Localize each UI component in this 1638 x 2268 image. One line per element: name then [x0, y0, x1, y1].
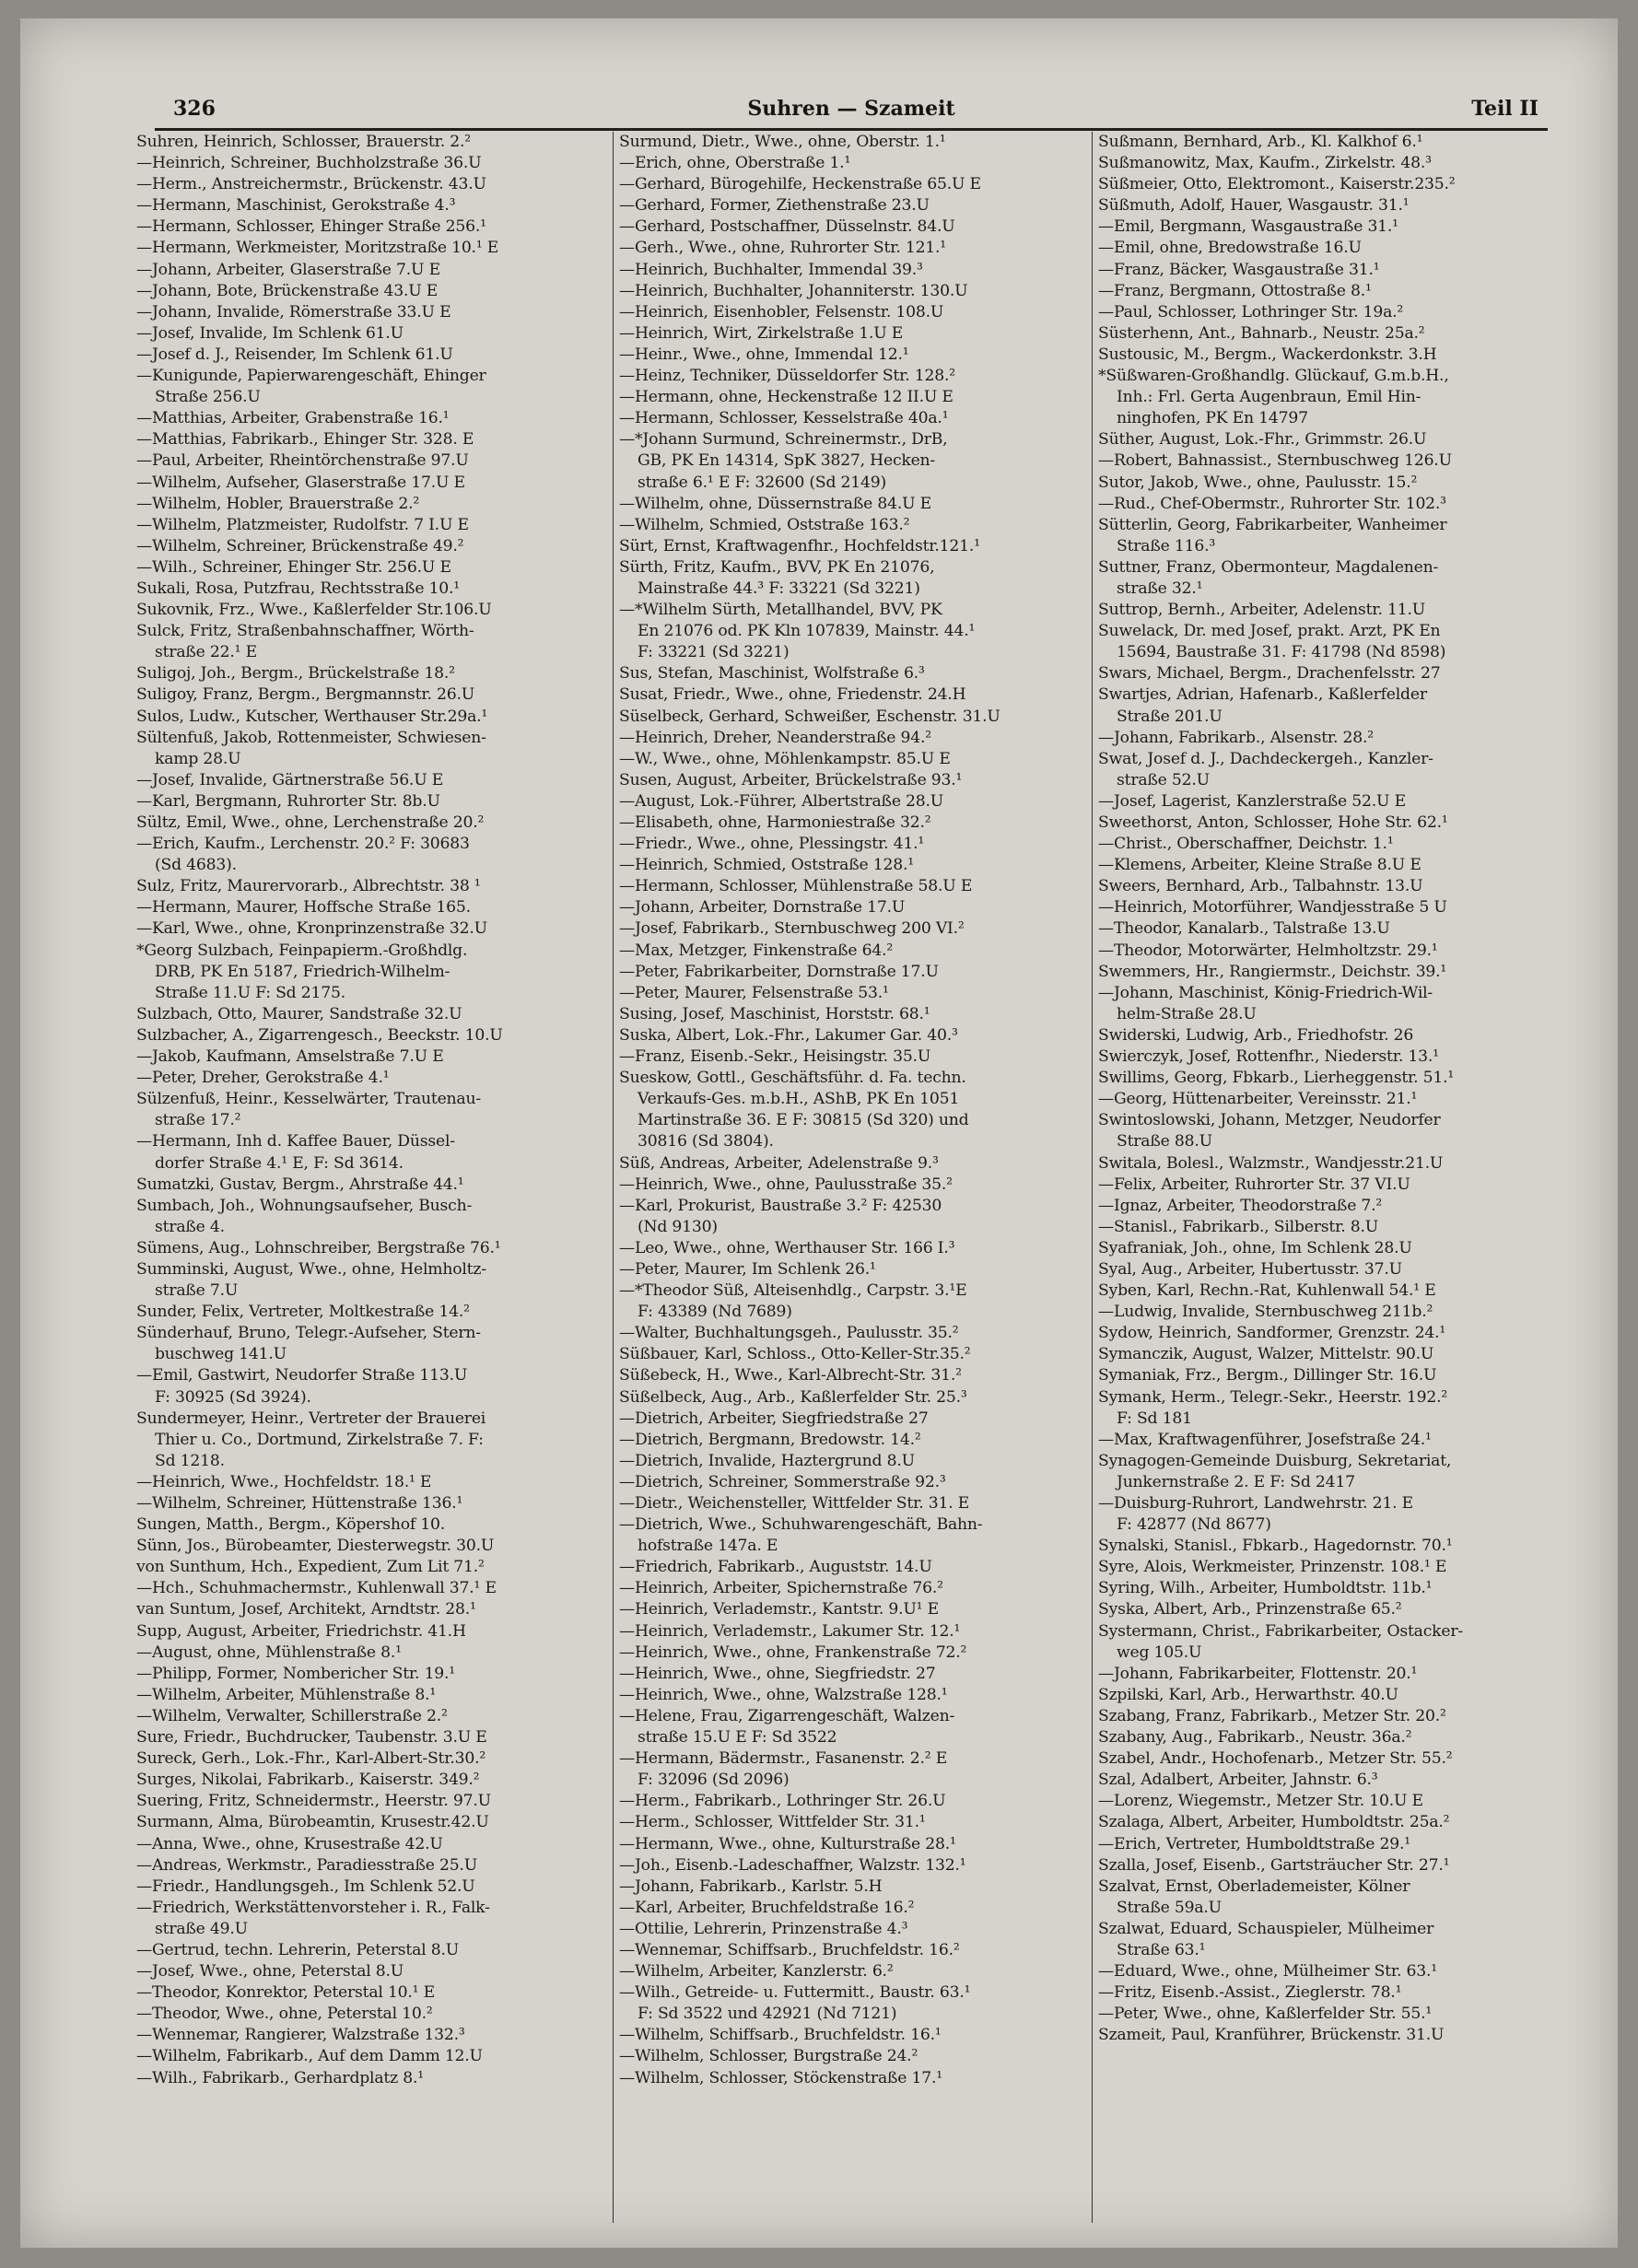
- directory-line: Szpilski, Karl, Arb., Herwarthstr. 40.U: [1098, 1685, 1398, 1704]
- directory-line: Suering, Fritz, Schneidermstr., Heerstr. 97.U: [136, 1792, 491, 1811]
- directory-line: Suligoj, Joh., Bergm., Brückelstraße 18.²: [136, 664, 455, 684]
- directory-line: —Paul, Schlosser, Lothringer Str. 19a.²: [1098, 302, 1404, 321]
- directory-line: —Karl, Prokurist, Baustraße 3.² F: 42530: [619, 1196, 942, 1215]
- directory-line: Sunder, Felix, Vertreter, Moltkestraße 14.²: [136, 1303, 470, 1322]
- directory-line: Sweers, Bernhard, Arb., Talbahnstr. 13.U: [1098, 877, 1423, 896]
- directory-line: GB, PK En 14314, SpK 3827, Hecken-: [638, 451, 936, 471]
- directory-line: Sütterlin, Georg, Fabrikarbeiter, Wanheimer: [1098, 515, 1447, 534]
- directory-line: —Erich, Vertreter, Humboldtstraße 29.¹: [1098, 1834, 1410, 1853]
- directory-line: Süßebeck, H., Wwe., Karl-Albrecht-Str. 31.²: [619, 1366, 962, 1385]
- directory-line: —Duisburg-Ruhrort, Landwehrstr. 21. E: [1098, 1494, 1413, 1513]
- directory-line: —Eduard, Wwe., ohne, Mülheimer Str. 63.¹: [1098, 1962, 1437, 1982]
- directory-line: straße 15.U E F: Sd 3522: [638, 1728, 837, 1748]
- directory-line: Süßmeier, Otto, Elektromont., Kaiserstr.235.²: [1098, 175, 1456, 194]
- directory-line: —Dietrich, Schreiner, Sommerstraße 92.³: [619, 1472, 946, 1491]
- directory-line: Verkaufs-Ges. m.b.H., AShB, PK En 1051: [638, 1090, 960, 1109]
- directory-line: Surmann, Alma, Bürobeamtin, Krusestr.42.U: [136, 1813, 489, 1832]
- directory-line: Swierczyk, Josef, Rottenfhr., Niederstr. 13.¹: [1098, 1047, 1439, 1067]
- directory-line: —Peter, Fabrikarbeiter, Dornstraße 17.U: [619, 962, 939, 981]
- directory-line: —Josef, Invalide, Im Schlenk 61.U: [136, 323, 404, 343]
- directory-line: —Heinrich, Buchhalter, Immendal 39.³: [619, 260, 923, 279]
- directory-line: —Ottilie, Lehrerin, Prinzenstraße 4.³: [619, 1919, 908, 1938]
- directory-line: —Jakob, Kaufmann, Amselstraße 7.U E: [136, 1047, 444, 1067]
- directory-line: —Leo, Wwe., ohne, Werthauser Str. 166 I.³: [619, 1238, 955, 1257]
- directory-line: Szabany, Aug., Fabrikarb., Neustr. 36a.²: [1098, 1728, 1412, 1748]
- directory-line: —Wennemar, Schiffsarb., Bruchfeldstr. 16.²: [619, 1940, 960, 1959]
- directory-line: straße 7.U: [155, 1281, 239, 1301]
- directory-line: —Dietrich, Invalide, Haztergrund 8.U: [619, 1451, 915, 1470]
- directory-line: F: 33221 (Sd 3221): [638, 643, 790, 662]
- directory-line: Sulzbacher, A., Zigarrengesch., Beeckstr. 10.U: [136, 1025, 503, 1045]
- name-range: Suhren — Szameit: [747, 97, 955, 121]
- directory-line: —Karl, Bergmann, Ruhrorter Str. 8b.U: [136, 791, 440, 811]
- directory-line: Sülzenfuß, Heinr., Kesselwärter, Trautenau-: [136, 1090, 481, 1109]
- directory-line: Sulck, Fritz, Straßenbahnschaffner, Wörth-: [136, 622, 474, 641]
- directory-line: 15694, Baustraße 31. F: 41798 (Nd 8598): [1117, 643, 1446, 662]
- directory-line: Suwelack, Dr. med Josef, prakt. Arzt, PK En: [1098, 622, 1441, 641]
- directory-line: F: 32096 (Sd 2096): [638, 1771, 790, 1790]
- directory-line: —Erich, Kaufm., Lerchenstr. 20.² F: 30683: [136, 835, 470, 854]
- directory-line: Sungen, Matth., Bergm., Köpershof 10.: [136, 1515, 446, 1535]
- directory-line: Susing, Josef, Maschinist, Horststr. 68.¹: [619, 1004, 930, 1023]
- directory-line: Straße 88.U: [1117, 1132, 1212, 1152]
- directory-line: —Heinrich, Wwe., ohne, Walzstraße 128.¹: [619, 1685, 948, 1704]
- directory-line: —Wilhelm, Schlosser, Burgstraße 24.²: [619, 2047, 918, 2066]
- directory-line: —Heinrich, Verlademstr., Kantstr. 9.U¹ E: [619, 1600, 939, 1619]
- directory-line: Süßmuth, Adolf, Hauer, Wasgaustr. 31.¹: [1098, 196, 1410, 216]
- directory-line: —Johann, Arbeiter, Dornstraße 17.U: [619, 898, 906, 918]
- directory-line: —Johann, Maschinist, König-Friedrich-Wil-: [1098, 983, 1433, 1002]
- directory-line: Straße 59a.U: [1117, 1898, 1222, 1917]
- directory-line: Syben, Karl, Rechn.-Rat, Kuhlenwall 54.¹ E: [1098, 1281, 1436, 1301]
- directory-line: —Kunigunde, Papierwarengeschäft, Ehinger: [136, 367, 486, 386]
- directory-line: —Hermann, ohne, Heckenstraße 12 II.U E: [619, 388, 954, 407]
- directory-line: Sus, Stefan, Maschinist, Wolfstraße 6.³: [619, 664, 925, 684]
- directory-line: —Heinrich, Arbeiter, Spichernstraße 76.²: [619, 1579, 943, 1598]
- directory-line: —Theodor, Konrektor, Peterstal 10.¹ E: [136, 1983, 435, 2003]
- directory-line: Swartjes, Adrian, Hafenarb., Kaßlerfelder: [1098, 685, 1427, 705]
- directory-line: Susat, Friedr., Wwe., ohne, Friedenstr. 24.H: [619, 685, 966, 705]
- directory-line: —Ignaz, Arbeiter, Theodorstraße 7.²: [1098, 1196, 1383, 1215]
- column-3: [1092, 132, 1563, 2223]
- directory-line: —Theodor, Motorwärter, Helmholtzstr. 29.¹: [1098, 941, 1438, 960]
- directory-line: —Anna, Wwe., ohne, Krusestraße 42.U: [136, 1834, 443, 1853]
- directory-line: —Wilhelm, ohne, Düssernstraße 84.U E: [619, 494, 931, 513]
- directory-line: —Theodor, Kanalarb., Talstraße 13.U: [1098, 919, 1390, 939]
- directory-line: Szalaga, Albert, Arbeiter, Humboldtstr. 25a.²: [1098, 1813, 1450, 1832]
- page-header: [155, 97, 1548, 131]
- directory-line: —Wilhelm, Verwalter, Schillerstraße 2.²: [136, 1706, 448, 1725]
- directory-line: —Wilhelm, Schlosser, Stöckenstraße 17.¹: [619, 2068, 942, 2087]
- directory-line: Szalvat, Ernst, Oberlademeister, Kölner: [1098, 1876, 1410, 1896]
- directory-line: F: Sd 3522 und 42921 (Nd 7121): [638, 2005, 897, 2024]
- directory-line: Straße 63.¹: [1117, 1940, 1206, 1959]
- directory-line: —Lorenz, Wiegemstr., Metzer Str. 10.U E: [1098, 1792, 1423, 1811]
- directory-line: —W., Wwe., ohne, Möhlenkampstr. 85.U E: [619, 749, 951, 768]
- directory-line: —Johann, Fabrikarb., Alsenstr. 28.²: [1098, 728, 1374, 747]
- directory-line: —Gerh., Wwe., ohne, Ruhrorter Str. 121.¹: [619, 239, 947, 258]
- directory-line: —Hermann, Schlosser, Kesselstraße 40a.¹: [619, 409, 949, 428]
- directory-line: Sutor, Jakob, Wwe., ohne, Paulusstr. 15.²: [1098, 473, 1418, 492]
- directory-line: Sumbach, Joh., Wohnungsaufseher, Busch-: [136, 1196, 473, 1215]
- directory-line: —Dietrich, Bergmann, Bredowstr. 14.²: [619, 1430, 921, 1449]
- directory-line: Sure, Friedr., Buchdrucker, Taubenstr. 3.U E: [136, 1728, 487, 1748]
- directory-line: weg 105.U: [1117, 1643, 1202, 1662]
- directory-line: Syring, Wilh., Arbeiter, Humboldtstr. 11b.¹: [1098, 1579, 1433, 1598]
- directory-line: Süßelbeck, Aug., Arb., Kaßlerfelder Str. 25.³: [619, 1387, 967, 1407]
- directory-line: —Heinrich, Wwe., ohne, Paulusstraße 35.²: [619, 1175, 953, 1194]
- directory-line: Surmund, Dietr., Wwe., ohne, Oberstr. 1.¹: [619, 133, 946, 151]
- directory-line: —Paul, Arbeiter, Rheintörchenstraße 97.U: [136, 451, 469, 471]
- directory-line: —Georg, Hüttenarbeiter, Vereinsstr. 21.¹: [1098, 1090, 1418, 1109]
- page-number: 326: [173, 97, 216, 121]
- directory-line: —Wilhelm, Schmied, Oststraße 163.²: [619, 515, 910, 534]
- directory-line: Sümens, Aug., Lohnschreiber, Bergstraße 76.¹: [136, 1238, 501, 1257]
- directory-line: —*Theodor Süß, Alteisenhdlg., Carpstr. 3.¹E: [619, 1281, 967, 1301]
- directory-line: F: Sd 181: [1117, 1409, 1192, 1428]
- directory-line: —Heinrich, Wirt, Zirkelstraße 1.U E: [619, 323, 904, 343]
- directory-line: dorfer Straße 4.¹ E, F: Sd 3614.: [155, 1153, 404, 1173]
- directory-line: —Friedrich, Werkstättenvorsteher i. R., Falk-: [136, 1898, 490, 1917]
- directory-line: —Stanisl., Fabrikarb., Silberstr. 8.U: [1098, 1217, 1379, 1236]
- directory-line: —Franz, Bergmann, Ottostraße 8.¹: [1098, 281, 1372, 300]
- directory-line: —*Johann Surmund, Schreinermstr., DrB,: [619, 430, 948, 450]
- directory-line: —Wilhelm, Arbeiter, Mühlenstraße 8.¹: [136, 1685, 437, 1704]
- directory-line: —Johann, Fabrikarb., Karlstr. 5.H: [619, 1876, 883, 1896]
- directory-line: Swat, Josef d. J., Dachdeckergeh., Kanzler-: [1098, 749, 1433, 768]
- directory-line: —Josef, Fabrikarb., Sternbuschweg 200 VI.²: [619, 919, 965, 939]
- directory-line: Suhren, Heinrich, Schlosser, Brauerstr. 2.²: [136, 133, 471, 151]
- directory-line: —Josef, Invalide, Gärtnerstraße 56.U E: [136, 770, 444, 789]
- directory-line: —Herm., Fabrikarb., Lothringer Str. 26.U: [619, 1792, 946, 1811]
- directory-line: Straße 256.U: [155, 388, 261, 407]
- directory-line: Martinstraße 36. E F: 30815 (Sd 320) und: [638, 1111, 969, 1130]
- directory-line: Swemmers, Hr., Rangiermstr., Deichstr. 39.¹: [1098, 962, 1447, 981]
- directory-line: Surges, Nikolai, Fabrikarb., Kaiserstr. 349.²: [136, 1771, 480, 1790]
- directory-line: —Johann, Fabrikarbeiter, Flottenstr. 20.¹: [1098, 1664, 1418, 1683]
- directory-line: —Klemens, Arbeiter, Kleine Straße 8.U E: [1098, 856, 1422, 875]
- directory-line: ninghofen, PK En 14797: [1117, 409, 1308, 428]
- directory-line: Szabang, Franz, Fabrikarb., Metzer Str. 20.²: [1098, 1706, 1446, 1725]
- directory-line: —Hermann, Wwe., ohne, Kulturstraße 28.¹: [619, 1834, 956, 1853]
- directory-line: Sd 1218.: [155, 1451, 225, 1470]
- directory-line: Inh.: Frl. Gerta Augenbraun, Emil Hin-: [1117, 388, 1422, 407]
- directory-line: —Heinrich, Schreiner, Buchholzstraße 36.U: [136, 154, 482, 173]
- directory-line: Sültenfuß, Jakob, Rottenmeister, Schwiesen-: [136, 728, 486, 747]
- directory-line: Thier u. Co., Dortmund, Zirkelstraße 7. F:: [155, 1430, 484, 1449]
- directory-line: Szalla, Josef, Eisenb., Gartsträucher Str. 27.¹: [1098, 1855, 1450, 1875]
- directory-line: —August, ohne, Mühlenstraße 8.¹: [136, 1643, 402, 1662]
- directory-line: Syal, Aug., Arbeiter, Hubertusstr. 37.U: [1098, 1259, 1402, 1279]
- directory-line: F: 30925 (Sd 3924).: [155, 1387, 311, 1407]
- directory-line: —Andreas, Werkmstr., Paradiesstraße 25.U: [136, 1855, 477, 1875]
- directory-line: —*Wilhelm Sürth, Metallhandel, BVV, PK: [619, 601, 942, 620]
- directory-line: —Philipp, Former, Nombericher Str. 19.¹: [136, 1664, 455, 1683]
- directory-line: —Max, Metzger, Finkenstraße 64.²: [619, 941, 894, 960]
- directory-line: —Friedr., Wwe., ohne, Plessingstr. 41.¹: [619, 835, 925, 854]
- directory-line: —Matthias, Arbeiter, Grabenstraße 16.¹: [136, 409, 450, 428]
- directory-line: —Heinrich, Wwe., ohne, Siegfriedstr. 27: [619, 1664, 936, 1683]
- directory-line: Sulzbach, Otto, Maurer, Sandstraße 32.U: [136, 1004, 462, 1023]
- directory-line: —Peter, Wwe., ohne, Kaßlerfelder Str. 55.¹: [1098, 2005, 1433, 2024]
- directory-line: —Josef, Wwe., ohne, Peterstal 8.U: [136, 1962, 404, 1982]
- directory-line: En 21076 od. PK Kln 107839, Mainstr. 44.¹: [638, 622, 976, 641]
- directory-line: *Süßwaren-Großhandlg. Glückauf, G.m.b.H.,: [1098, 367, 1449, 386]
- directory-line: —Gerhard, Bürogehilfe, Heckenstraße 65.U E: [619, 175, 981, 194]
- directory-line: —Gerhard, Postschaffner, Düsselnstr. 84.U: [619, 217, 955, 237]
- directory-line: Straße 116.³: [1117, 536, 1216, 555]
- directory-line: hofstraße 147a. E: [638, 1537, 778, 1556]
- directory-line: Szalwat, Eduard, Schauspieler, Mülheimer: [1098, 1919, 1434, 1938]
- directory-line: —Heinrich, Buchhalter, Johanniterstr. 130.U: [619, 281, 968, 300]
- directory-line: straße 52.U: [1117, 770, 1210, 789]
- directory-line: Summinski, August, Wwe., ohne, Helmholtz-: [136, 1259, 486, 1279]
- directory-line: Sundermeyer, Heinr., Vertreter der Brauerei: [136, 1409, 486, 1428]
- directory-line: helm-Straße 28.U: [1117, 1004, 1257, 1023]
- directory-line: Sültz, Emil, Wwe., ohne, Lerchenstraße 20.²: [136, 813, 485, 832]
- directory-line: —Hermann, Werkmeister, Moritzstraße 10.¹ E: [136, 239, 499, 258]
- directory-line: straße 32.¹: [1117, 579, 1203, 598]
- directory-line: —Heinrich, Wwe., Hochfeldstr. 18.¹ E: [136, 1472, 432, 1491]
- directory-line: kamp 28.U: [155, 749, 241, 768]
- directory-line: Sumatzki, Gustav, Bergm., Ahrstraße 44.¹: [136, 1175, 464, 1194]
- directory-line: Syre, Alois, Werkmeister, Prinzenstr. 108.¹ E: [1098, 1558, 1447, 1577]
- directory-line: 30816 (Sd 3804).: [638, 1132, 774, 1152]
- directory-line: —August, Lok.-Führer, Albertstraße 28.U: [619, 791, 944, 811]
- directory-line: Suttrop, Bernh., Arbeiter, Adelenstr. 11.U: [1098, 601, 1426, 620]
- directory-line: Symank, Herm., Telegr.-Sekr., Heerstr. 192.²: [1098, 1387, 1448, 1407]
- directory-line: Suligoy, Franz, Bergm., Bergmannstr. 26.U: [136, 685, 474, 705]
- directory-line: F: 42877 (Nd 8677): [1117, 1515, 1271, 1535]
- directory-line: —Herm., Schlosser, Wittfelder Str. 31.¹: [619, 1813, 926, 1832]
- directory-line: straße 6.¹ E F: 32600 (Sd 2149): [638, 473, 886, 492]
- directory-line: Süsterhenn, Ant., Bahnarb., Neustr. 25a.²: [1098, 323, 1425, 343]
- column-2: [613, 132, 1092, 2223]
- directory-line: Swintoslowski, Johann, Metzger, Neudorfer: [1098, 1111, 1441, 1130]
- directory-line: Switala, Bolesl., Walzmstr., Wandjesstr.21.U: [1098, 1153, 1444, 1173]
- directory-line: van Suntum, Josef, Architekt, Arndtstr. 28.¹: [136, 1600, 476, 1619]
- directory-line: —Hermann, Bädermstr., Fasanenstr. 2.² E: [619, 1749, 948, 1769]
- directory-line: —Franz, Eisenb.-Sekr., Heisingstr. 35.U: [619, 1047, 931, 1067]
- directory-line: —Wilh., Schreiner, Ehinger Str. 256.U E: [136, 557, 451, 577]
- directory-line: —Helene, Frau, Zigarrengeschäft, Walzen-: [619, 1706, 955, 1725]
- directory-line: —Heinz, Techniker, Düsseldorfer Str. 128.²: [619, 367, 955, 386]
- directory-line: Sureck, Gerh., Lok.-Fhr., Karl-Albert-Str.30.²: [136, 1749, 486, 1769]
- directory-line: —Theodor, Wwe., ohne, Peterstal 10.²: [136, 2005, 433, 2024]
- directory-line: —Walter, Buchhaltungsgeh., Paulusstr. 35.²: [619, 1324, 959, 1343]
- directory-line: Sulz, Fritz, Maurervorarb., Albrechtstr. 38 ¹: [136, 877, 481, 896]
- directory-line: —Johann, Bote, Brückenstraße 43.U E: [136, 281, 439, 300]
- directory-line: Synalski, Stanisl., Fbkarb., Hagedornstr. 70.¹: [1098, 1537, 1453, 1556]
- directory-line: —Karl, Arbeiter, Bruchfeldstraße 16.²: [619, 1898, 915, 1917]
- directory-line: —Wilhelm, Arbeiter, Kanzlerstr. 6.²: [619, 1962, 894, 1982]
- directory-line: Sulos, Ludw., Kutscher, Werthauser Str.29a.¹: [136, 707, 488, 726]
- directory-line: —Elisabeth, ohne, Harmoniestraße 32.²: [619, 813, 931, 832]
- directory-line: —Karl, Wwe., ohne, Kronprinzenstraße 32.U: [136, 919, 487, 939]
- directory-line: —Hch., Schuhmachermstr., Kuhlenwall 37.¹ E: [136, 1579, 497, 1598]
- directory-line: Mainstraße 44.³ F: 33221 (Sd 3221): [638, 579, 920, 598]
- directory-line: —Hermann, Maurer, Hoffsche Straße 165.: [136, 898, 471, 918]
- directory-line: Sünn, Jos., Bürobeamter, Diesterwegstr. 30.U: [136, 1537, 495, 1556]
- directory-line: Syafraniak, Joh., ohne, Im Schlenk 28.U: [1098, 1238, 1412, 1257]
- directory-line: —Gertrud, techn. Lehrerin, Peterstal 8.U: [136, 1940, 460, 1959]
- directory-line: —Wilhelm, Schreiner, Brückenstraße 49.²: [136, 536, 464, 555]
- directory-line: —Herm., Anstreichermstr., Brückenstr. 43.U: [136, 175, 486, 194]
- directory-line: Szameit, Paul, Kranführer, Brückenstr. 31.U: [1098, 2026, 1445, 2045]
- directory-line: (Sd 4683).: [155, 856, 237, 875]
- directory-line: Sweethorst, Anton, Schlosser, Hohe Str. 62.¹: [1098, 813, 1448, 832]
- directory-line: —Robert, Bahnassist., Sternbuschweg 126.U: [1098, 451, 1452, 471]
- directory-line: —Erich, ohne, Oberstraße 1.¹: [619, 154, 851, 173]
- directory-line: —Joh., Eisenb.-Ladeschaffner, Walzstr. 132.¹: [619, 1855, 966, 1875]
- directory-line: —Peter, Dreher, Gerokstraße 4.¹: [136, 1069, 390, 1088]
- directory-line: —Max, Kraftwagenführer, Josefstraße 24.¹: [1098, 1430, 1432, 1449]
- directory-line: —Johann, Arbeiter, Glaserstraße 7.U E: [136, 260, 440, 279]
- directory-line: —Heinrich, Wwe., ohne, Frankenstraße 72.²: [619, 1643, 967, 1662]
- directory-line: —Matthias, Fabrikarb., Ehinger Str. 328. E: [136, 430, 474, 450]
- directory-line: —Hermann, Schlosser, Ehinger Straße 256.¹: [136, 217, 486, 237]
- directory-line: Sußmann, Bernhard, Arb., Kl. Kalkhof 6.¹: [1098, 133, 1423, 151]
- directory-line: —Peter, Maurer, Im Schlenk 26.¹: [619, 1259, 876, 1279]
- directory-line: Sustousic, M., Bergm., Wackerdonkstr. 3.H: [1098, 345, 1437, 364]
- directory-line: —Hermann, Schlosser, Mühlenstraße 58.U E: [619, 877, 973, 896]
- directory-line: Junkernstraße 2. E F: Sd 2417: [1117, 1472, 1355, 1491]
- directory-line: Synagogen-Gemeinde Duisburg, Sekretariat,: [1098, 1451, 1452, 1470]
- directory-line: von Sunthum, Hch., Expedient, Zum Lit 71.²: [136, 1558, 485, 1577]
- part-label: Teil II: [1471, 97, 1539, 121]
- directory-line: Syska, Albert, Arb., Prinzenstraße 65.²: [1098, 1600, 1402, 1619]
- directory-line: —Heinrich, Schmied, Oststraße 128.¹: [619, 856, 914, 875]
- directory-line: Süther, August, Lok.-Fhr., Grimmstr. 26.U: [1098, 430, 1427, 450]
- directory-line: —Gerhard, Former, Ziethenstraße 23.U: [619, 196, 930, 216]
- directory-line: Susen, August, Arbeiter, Brückelstraße 93.¹: [619, 770, 963, 789]
- directory-line: buschweg 141.U: [155, 1345, 287, 1364]
- directory-line: Symaniak, Frz., Bergm., Dillinger Str. 16.U: [1098, 1366, 1437, 1385]
- directory-line: —Dietrich, Wwe., Schuhwarengeschäft, Bahn-: [619, 1515, 983, 1535]
- directory-line: Sürt, Ernst, Kraftwagenfhr., Hochfeldstr.121.¹: [619, 536, 980, 555]
- directory-line: —Christ., Oberschaffner, Deichstr. 1.¹: [1098, 835, 1394, 854]
- directory-line: Sydow, Heinrich, Sandformer, Grenzstr. 24.¹: [1098, 1324, 1446, 1343]
- directory-line: F: 43389 (Nd 7689): [638, 1303, 792, 1322]
- directory-line: Swillims, Georg, Fbkarb., Lierheggenstr. 51.¹: [1098, 1069, 1455, 1088]
- directory-line: Sürth, Fritz, Kaufm., BVV, PK En 21076,: [619, 557, 935, 577]
- directory-line: —Ludwig, Invalide, Sternbuschweg 211b.²: [1098, 1303, 1433, 1322]
- directory-line: —Heinrich, Eisenhobler, Felsenstr. 108.U: [619, 302, 944, 321]
- directory-line: Suska, Albert, Lok.-Fhr., Lakumer Gar. 40.³: [619, 1025, 958, 1045]
- directory-line: straße 17.²: [155, 1111, 241, 1130]
- directory-line: —Friedr., Handlungsgeh., Im Schlenk 52.U: [136, 1876, 475, 1896]
- directory-line: —Dietrich, Arbeiter, Siegfriedstraße 27: [619, 1409, 929, 1428]
- directory-line: —Dietr., Weichensteller, Wittfelder Str. 31. E: [619, 1494, 970, 1513]
- directory-line: Systermann, Christ., Fabrikarbeiter, Ostacker-: [1098, 1621, 1463, 1641]
- directory-line: Swiderski, Ludwig, Arb., Friedhofstr. 26: [1098, 1025, 1414, 1045]
- directory-line: —Wilhelm, Platzmeister, Rudolfstr. 7 I.U E: [136, 515, 469, 534]
- directory-line: Supp, August, Arbeiter, Friedrichstr. 41.H: [136, 1621, 466, 1641]
- directory-line: Szal, Adalbert, Arbeiter, Jahnstr. 6.³: [1098, 1771, 1378, 1790]
- directory-line: —Heinrich, Motorführer, Wandjesstraße 5 U: [1098, 898, 1447, 918]
- directory-line: —Rud., Chef-Obermstr., Ruhrorter Str. 102.³: [1098, 494, 1446, 513]
- directory-line: Sueskow, Gottl., Geschäftsführ. d. Fa. techn.: [619, 1069, 966, 1088]
- directory-line: —Heinr., Wwe., ohne, Immendal 12.¹: [619, 345, 909, 364]
- directory-line: Symanczik, August, Walzer, Mittelstr. 90.U: [1098, 1345, 1434, 1364]
- directory-line: —Wilhelm, Fabrikarb., Auf dem Damm 12.U: [136, 2047, 483, 2066]
- directory-line: straße 4.: [155, 1217, 225, 1236]
- directory-line: DRB, PK En 5187, Friedrich-Wilhelm-: [155, 962, 450, 981]
- directory-line: Suttner, Franz, Obermonteur, Magdalenen-: [1098, 557, 1439, 577]
- directory-line: —Johann, Invalide, Römerstraße 33.U E: [136, 302, 451, 321]
- directory-line: Sünderhauf, Bruno, Telegr.-Aufseher, Stern-: [136, 1324, 481, 1343]
- directory-line: —Wilhelm, Aufseher, Glaserstraße 17.U E: [136, 473, 465, 492]
- directory-line: *Georg Sulzbach, Feinpapierm.-Großhdlg.: [136, 941, 468, 960]
- directory-line: Sukali, Rosa, Putzfrau, Rechtsstraße 10.¹: [136, 579, 460, 598]
- directory-line: Süß, Andreas, Arbeiter, Adelenstraße 9.³: [619, 1153, 939, 1173]
- directory-line: —Josef, Lagerist, Kanzlerstraße 52.U E: [1098, 791, 1406, 811]
- directory-line: Straße 11.U F: Sd 2175.: [155, 983, 345, 1002]
- directory-line: —Franz, Bäcker, Wasgaustraße 31.¹: [1098, 260, 1380, 279]
- directory-line: straße 49.U: [155, 1919, 248, 1938]
- column-1: [136, 132, 606, 2223]
- directory-line: Süselbeck, Gerhard, Schweißer, Eschenstr. 31.U: [619, 707, 1000, 726]
- directory-line: —Heinrich, Verlademstr., Lakumer Str. 12.¹: [619, 1621, 961, 1641]
- directory-line: Straße 201.U: [1117, 707, 1223, 726]
- directory-line: Swars, Michael, Bergm., Drachenfelsstr. 27: [1098, 664, 1441, 684]
- directory-line: —Emil, Gastwirt, Neudorfer Straße 113.U: [136, 1366, 468, 1385]
- directory-line: —Wilhelm, Hobler, Brauerstraße 2.²: [136, 494, 420, 513]
- directory-line: —Wilhelm, Schiffsarb., Bruchfeldstr. 16.¹: [619, 2026, 942, 2045]
- directory-line: (Nd 9130): [638, 1217, 718, 1236]
- directory-line: —Friedrich, Fabrikarb., Auguststr. 14.U: [619, 1558, 932, 1577]
- directory-line: —Fritz, Eisenb.-Assist., Zieglerstr. 78.¹: [1098, 1983, 1402, 2003]
- directory-line: —Heinrich, Dreher, Neanderstraße 94.²: [619, 728, 931, 747]
- directory-line: Szabel, Andr., Hochofenarb., Metzer Str. 55.²: [1098, 1749, 1453, 1769]
- directory-line: —Emil, Bergmann, Wasgaustraße 31.¹: [1098, 217, 1398, 237]
- directory-line: —Felix, Arbeiter, Ruhrorter Str. 37 VI.U: [1098, 1175, 1410, 1194]
- directory-line: —Wennemar, Rangierer, Walzstraße 132.³: [136, 2026, 465, 2045]
- directory-line: Sußmanowitz, Max, Kaufm., Zirkelstr. 48.³: [1098, 154, 1432, 173]
- directory-line: —Hermann, Maschinist, Gerokstraße 4.³: [136, 196, 456, 216]
- directory-line: —Josef d. J., Reisender, Im Schlenk 61.U: [136, 345, 453, 364]
- directory-line: —Wilh., Fabrikarb., Gerhardplatz 8.¹: [136, 2068, 424, 2087]
- directory-line: —Peter, Maurer, Felsenstraße 53.¹: [619, 983, 889, 1002]
- directory-line: straße 22.¹ E: [155, 643, 257, 662]
- directory-line: —Hermann, Inh d. Kaffee Bauer, Düssel-: [136, 1132, 455, 1152]
- directory-line: Sukovnik, Frz., Wwe., Kaßlerfelder Str.106.U: [136, 601, 492, 620]
- directory-line: —Emil, ohne, Bredowstraße 16.U: [1098, 239, 1362, 258]
- directory-line: —Wilh., Getreide- u. Futtermitt., Baustr. 63.¹: [619, 1983, 971, 2003]
- directory-line: —Wilhelm, Schreiner, Hüttenstraße 136.¹: [136, 1494, 463, 1513]
- directory-line: Süßbauer, Karl, Schloss., Otto-Keller-Str.35.²: [619, 1345, 971, 1364]
